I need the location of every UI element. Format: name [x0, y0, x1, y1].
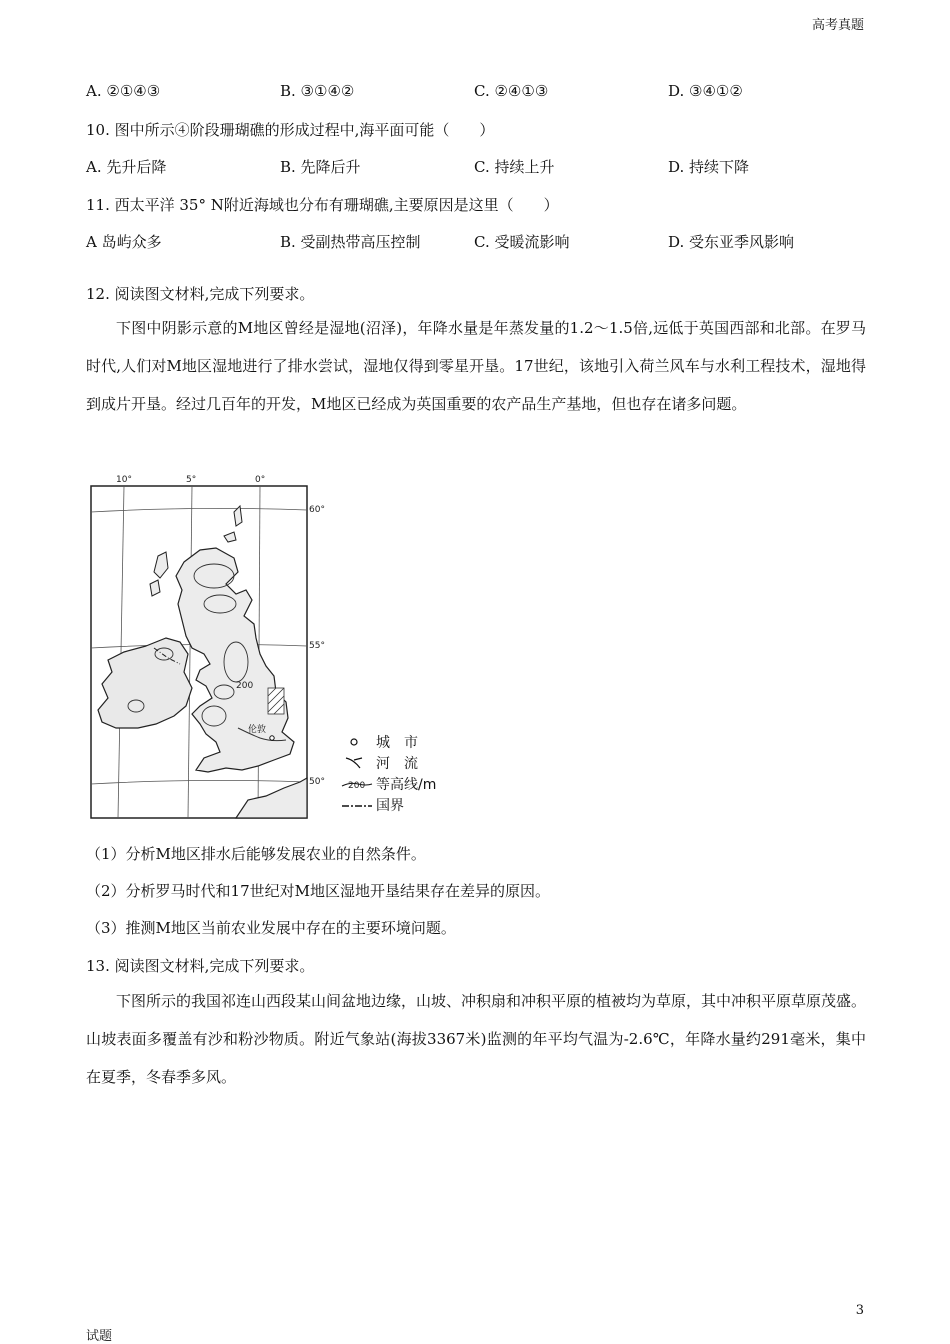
- q12-paragraph: 下图中阴影示意的M地区曾经是湿地(沼泽)，年降水量是年蒸发量的1.2～1.5倍,远低于英国西部和北部。在罗马时代,人们对M地区湿地进行了排水尝试，湿地仅得到零星开垦。17世纪，该地引入荷兰风车与水利工程技术，湿地得到成片开垦。经过几百年的开发，M地区已经成为英国重要的农产品生产基地，但也存在诸多问题。: [86, 319, 866, 413]
- page-header: 高考真题: [811, 18, 864, 33]
- legend-contour-label: 等高线/m: [376, 777, 437, 793]
- london-label: 伦敦: [248, 725, 267, 735]
- page-number: 3: [855, 1303, 864, 1318]
- map-legend: [342, 735, 436, 814]
- legend-river-label: 河 流: [376, 756, 418, 772]
- legend-city-label: 城 市: [376, 735, 418, 751]
- q11-stem: 11. 西太平洋 35° N附近海域也分布有珊瑚礁,主要原因是这里（ ）: [86, 196, 559, 214]
- lon-label-10: 10°: [116, 475, 132, 485]
- q10-option-d[interactable]: D. 持续下降: [668, 158, 750, 176]
- m-region-shading: [268, 688, 284, 714]
- q11-option-c[interactable]: C. 受暖流影响: [474, 233, 570, 251]
- q10-option-b[interactable]: B. 先降后升: [280, 158, 361, 176]
- lat-label-55: 55°: [309, 641, 325, 651]
- q9-option-c[interactable]: C. ②④①③: [474, 82, 549, 100]
- lat-label-60: 60°: [309, 505, 325, 515]
- contour-value-label: 200: [236, 681, 254, 691]
- q12-stem: 12. 阅读图文材料,完成下列要求。: [86, 285, 315, 303]
- ireland-landmass: [98, 638, 192, 728]
- svg-text:200: 200: [348, 781, 366, 791]
- q11-option-a[interactable]: A 岛屿众多: [86, 233, 162, 251]
- q12-subquestion-3: （3）推测M地区当前农业发展中存在的主要环境问题。: [86, 919, 456, 937]
- q11-option-d[interactable]: D. 受东亚季风影响: [668, 233, 795, 251]
- great-britain-landmass: [176, 548, 294, 772]
- river-icon: [346, 758, 362, 768]
- q9-option-a[interactable]: A. ②①④③: [86, 82, 161, 100]
- q10-option-c[interactable]: C. 持续上升: [474, 158, 555, 176]
- q9-option-b[interactable]: B. ③①④②: [280, 82, 355, 100]
- q10-option-a[interactable]: A. 先升后降: [86, 158, 167, 176]
- france-coast: [236, 778, 307, 818]
- britain-map: [88, 466, 448, 822]
- page-footer: 试题: [86, 1329, 113, 1344]
- lat-label-50: 50°: [309, 777, 325, 787]
- hebrides-islands: [150, 552, 168, 596]
- q10-stem: 10. 图中所示④阶段珊瑚礁的形成过程中,海平面可能（ ）: [86, 121, 495, 139]
- city-icon: [351, 739, 357, 745]
- q9-option-d[interactable]: D. ③④①②: [668, 82, 743, 100]
- q12-subquestion-2: （2）分析罗马时代和17世纪对M地区湿地开垦结果存在差异的原因。: [86, 882, 550, 900]
- northern-isles: [224, 506, 242, 542]
- q11-option-b[interactable]: B. 受副热带高压控制: [280, 233, 421, 251]
- lon-label-5: 5°: [186, 475, 197, 485]
- q13-paragraph: 下图所示的我国祁连山西段某山间盆地边缘，山坡、冲积扇和冲积平原的植被均为草原，其中冲积平原草原茂盛。山坡表面多覆盖有沙和粉沙物质。附近气象站(海拔3367米)监测的年平均气温为-2.6℃，年降水量约291毫米，集中在夏季，冬春季多风。: [86, 992, 867, 1086]
- lon-label-0: 0°: [255, 475, 266, 485]
- q13-stem: 13. 阅读图文材料,完成下列要求。: [86, 957, 315, 975]
- q12-subquestion-1: （1）分析M地区排水后能够发展农业的自然条件。: [86, 845, 426, 863]
- contour-icon: [342, 781, 372, 791]
- legend-border-label: 国界: [376, 798, 404, 814]
- london-city-marker: [270, 736, 274, 740]
